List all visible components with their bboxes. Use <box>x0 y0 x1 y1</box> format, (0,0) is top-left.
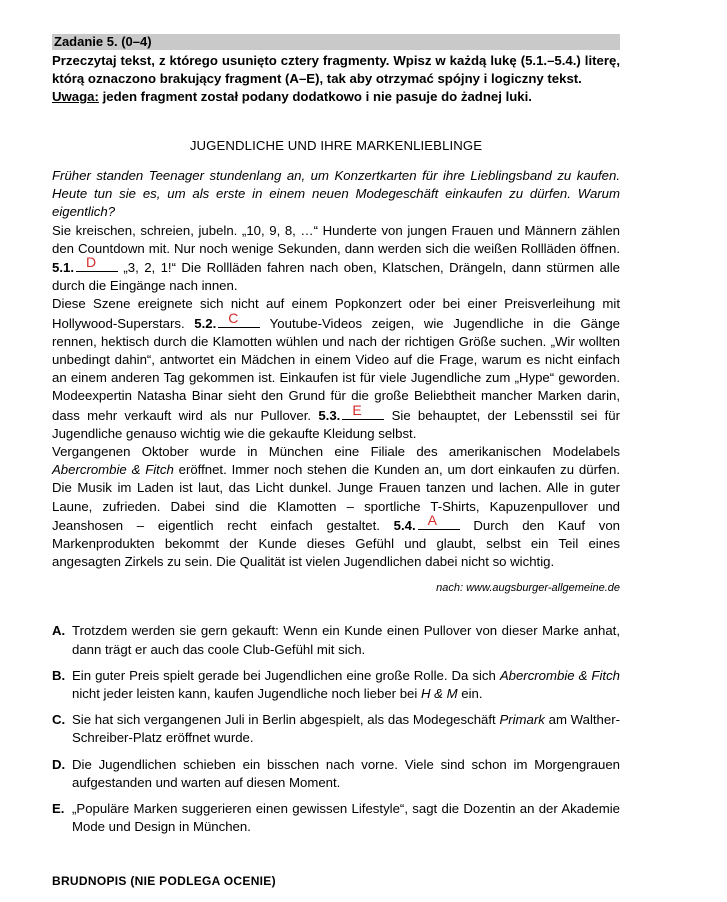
option-letter: D. <box>52 756 66 772</box>
article-lead: Früher standen Teenager stundenlang an, um Konzertkarten für ihre Lieblingsband zu kaufen. Heute tun sie es, um als erste in einem neuen Modegeschäft einkaufen zu dürfen. Warum eigentlich? <box>52 168 620 220</box>
handwritten-answer: E <box>352 401 362 418</box>
option-letter: C. <box>52 712 66 728</box>
article-source: nach: www.augsburger-allgemeine.de <box>436 582 620 595</box>
task-header: Zadanie 5. (0–4) <box>52 34 620 50</box>
option-text: „Populäre Marken suggerieren einen gewissen Lifestyle“, sagt die Dozentin an der Akademie Mode und Design in München. <box>72 801 620 835</box>
brand-name: Abercrombie & Fitch <box>52 462 174 478</box>
handwritten-answer: C <box>228 309 239 326</box>
article-body <box>52 167 620 571</box>
paragraph-2: Diese Szene ereignete sich nicht auf einem Popkonzert oder bei einer Preisverleihung mit Hollywood-Superstars. 5.2. C Youtube-Videos zeigen, wie Jugendliche in die Gänge rennen, hektisch durch die Klamotten wühlen und nach der richtigen Größe suchen. „Wir wollten unbedingt dahin“, antwortet ein Mädchen in einem Video auf die Frage, warum es nicht einfach an einem anderen Tag gekommen ist. Einkaufen ist für viele Jugendliche zum „Hype“ geworden. Modeexpertin Natasha Binar sieht den Grund für die große Beliebtheit mancher Marken darin, dass mehr verkauft wird als nur Pullover. 5.3. E Sie behauptet, der Lebensstil sei für Jugendliche genauso wichtig wie die gekaufte Kleidung selbst. <box>52 296 620 441</box>
gap-label: 5.1. <box>52 260 74 276</box>
answer-blank[interactable] <box>418 511 460 530</box>
option-letter: A. <box>52 623 66 639</box>
option-b <box>52 667 620 703</box>
task-instructions <box>52 52 620 106</box>
answer-blank[interactable] <box>218 309 260 328</box>
option-d <box>52 756 620 792</box>
paragraph-1: Sie kreischen, schreien, jubeln. „10, 9, 8, …“ Hunderte von jungen Frauen und Männern zählen den Countdown mit. Nur noch wenige Sekunden, dann werden sich die weißen Rollläden öffnen. 5.1. D „3, 2, 1!“ Die Rollläden fahren nach oben, Klatschen, Drängeln, dann stürmen alle durch die Eingänge nach innen. <box>52 222 620 294</box>
option-letter: E. <box>52 801 65 817</box>
option-c <box>52 711 620 747</box>
option-letter: B. <box>52 667 66 683</box>
note-text: jeden fragment został podany dodatkowo i nie pasuje do żadnej luki. <box>98 89 532 104</box>
option-text: Die Jugendlichen schieben ein bisschen nach vorne. Viele sind schon im Morgengrauen aufgestanden und warten auf diesen Moment. <box>72 756 620 790</box>
gap-label: 5.2. <box>194 315 217 331</box>
article-title: JUGENDLICHE UND IHRE MARKENLIEBLINGE <box>189 138 483 153</box>
paragraph-3: Vergangenen Oktober wurde in München eine Filiale des amerikanischen Modelabels Abercrombie & Fitch eröffnet. Immer noch stehen die Kunden an, um dort einkaufen zu dürfen. Die Musik im Laden ist laut, das Licht dunkel. Junge Frauen tanzen und lachen. Alle in guter Laune, zufrieden. Dabei sind die Klamotten – sportliche T-Shirts, Kapuzenpullover und Jeanshosen – eigentlich recht einfach gestaltet. 5.4. A Durch den Kauf von Markenprodukten bekommt der Kunde dieses Gefühl und glaubt, selbst ein Teil eines angesagten Zirkels zu sein. Die Qualität ist vielen Jugendlichen dabei nicht so wichtig. <box>52 444 620 570</box>
answer-blank[interactable] <box>342 401 384 420</box>
note-label: Uwaga: <box>52 89 99 104</box>
option-text: Ein guter Preis spielt gerade bei Jugendlichen eine große Rolle. Da sich Abercrombie & Fitch nicht jeder leisten kann, kaufen Jugendliche noch lieber bei H & M ein. <box>72 667 620 702</box>
option-a <box>52 622 620 658</box>
gap-label: 5.3. <box>318 407 341 423</box>
gap-label: 5.4. <box>393 517 416 533</box>
footer-cut-heading: BRUDNOPIS (NIE PODLEGA OCENIE) <box>52 874 276 888</box>
option-e <box>52 800 620 836</box>
option-text: Sie hat sich vergangenen Juli in Berlin abgespielt, als das Modegeschäft Primark am Walther-Schreiber-Platz eröffnet wurde. <box>72 712 621 746</box>
handwritten-answer: D <box>86 254 97 271</box>
handwritten-answer: A <box>427 511 438 528</box>
option-text: Trotzdem werden sie gern gekauft: Wenn ein Kunde einen Pullover von dieser Marke anhat, dann trägt er auch das coole Club-Gefühl mit sich. <box>72 623 620 657</box>
answer-blank[interactable] <box>76 254 118 272</box>
exam-page <box>52 34 620 845</box>
instructions-text: Przeczytaj tekst, z którego usunięto cztery fragmenty. Wpisz w każdą lukę (5.1.–5.4.) literę, którą oznaczono brakujący fragment (A–E), tak aby otrzymać spójny i logiczny tekst. <box>52 53 620 86</box>
answer-options <box>52 622 620 836</box>
